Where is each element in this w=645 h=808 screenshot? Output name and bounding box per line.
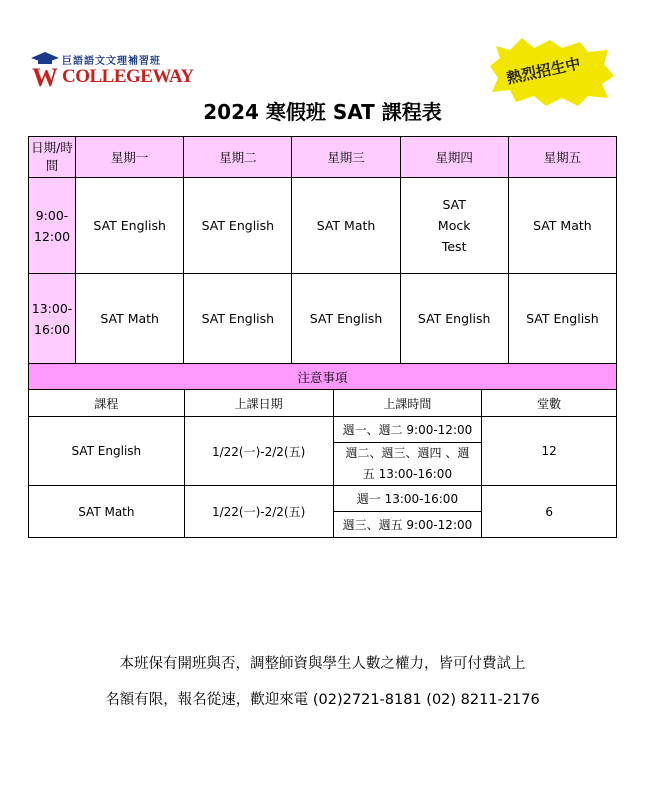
day-header: 星期一 bbox=[76, 137, 184, 178]
course-dates: 1/22(一)-2/2(五) bbox=[184, 486, 333, 538]
footer-contact: 名額有限，報名從速，歡迎來電 (02)2721-8181 (02) 8211-2176 bbox=[105, 692, 540, 708]
class-cell: SAT Math bbox=[76, 274, 184, 364]
day-header: 星期三 bbox=[292, 137, 400, 178]
logo-english-name: COLLEGEWAY bbox=[62, 66, 194, 87]
notes-header: 注意事項 bbox=[29, 364, 617, 390]
class-cell: SAT English bbox=[76, 178, 184, 274]
column-header: 上課日期 bbox=[184, 390, 333, 417]
column-header: 課程 bbox=[29, 390, 185, 417]
course-name: SAT Math bbox=[29, 486, 185, 538]
badge-text: 熱烈招生中 bbox=[505, 54, 583, 88]
day-header: 星期五 bbox=[508, 137, 616, 178]
course-time: 週二、週三、週四 、週五 13:00-16:00 bbox=[333, 443, 482, 486]
class-cell: SAT English bbox=[292, 274, 400, 364]
class-cell: SAT Math bbox=[508, 178, 616, 274]
schedule-row-afternoon bbox=[29, 274, 617, 364]
footer-policy: 本班保有開班與否，調整師資與學生人數之權力，皆可付費試上 bbox=[119, 656, 526, 672]
time-slot: 9:00-12:00 bbox=[29, 178, 76, 274]
corner-cell: 日期/時間 bbox=[29, 137, 76, 178]
class-cell: SAT English bbox=[508, 274, 616, 364]
class-cell: SAT Mock Test bbox=[400, 178, 508, 274]
course-notes-table bbox=[28, 389, 617, 538]
schedule-header-row bbox=[29, 137, 617, 178]
notes-header-row bbox=[29, 364, 617, 390]
column-header: 堂數 bbox=[482, 390, 617, 417]
course-row-math bbox=[29, 486, 617, 512]
class-cell: SAT English bbox=[184, 274, 292, 364]
schedule-row-morning bbox=[29, 178, 617, 274]
class-cell: SAT English bbox=[400, 274, 508, 364]
collegeway-logo bbox=[28, 50, 194, 90]
column-header: 上課時間 bbox=[333, 390, 482, 417]
course-count: 12 bbox=[482, 417, 617, 486]
weekly-schedule-table bbox=[28, 136, 617, 390]
course-name: SAT English bbox=[29, 417, 185, 486]
graduation-cap-icon bbox=[28, 50, 62, 90]
time-slot: 13:00-16:00 bbox=[29, 274, 76, 364]
day-header: 星期二 bbox=[184, 137, 292, 178]
course-time: 週三、週五 9:00-12:00 bbox=[333, 512, 482, 538]
day-header: 星期四 bbox=[400, 137, 508, 178]
course-time: 週一、週二 9:00-12:00 bbox=[333, 417, 482, 443]
course-time: 週一 13:00-16:00 bbox=[333, 486, 482, 512]
page-title: 2024 寒假班 SAT 課程表 bbox=[203, 100, 442, 124]
course-dates: 1/22(一)-2/2(五) bbox=[184, 417, 333, 486]
class-cell: SAT Math bbox=[292, 178, 400, 274]
logo-letter: W bbox=[32, 63, 58, 90]
class-cell: SAT English bbox=[184, 178, 292, 274]
course-row-english bbox=[29, 417, 617, 443]
notes-column-row bbox=[29, 390, 617, 417]
course-count: 6 bbox=[482, 486, 617, 538]
logo-chinese-name: 巨語語文文理補習班 bbox=[62, 56, 161, 67]
